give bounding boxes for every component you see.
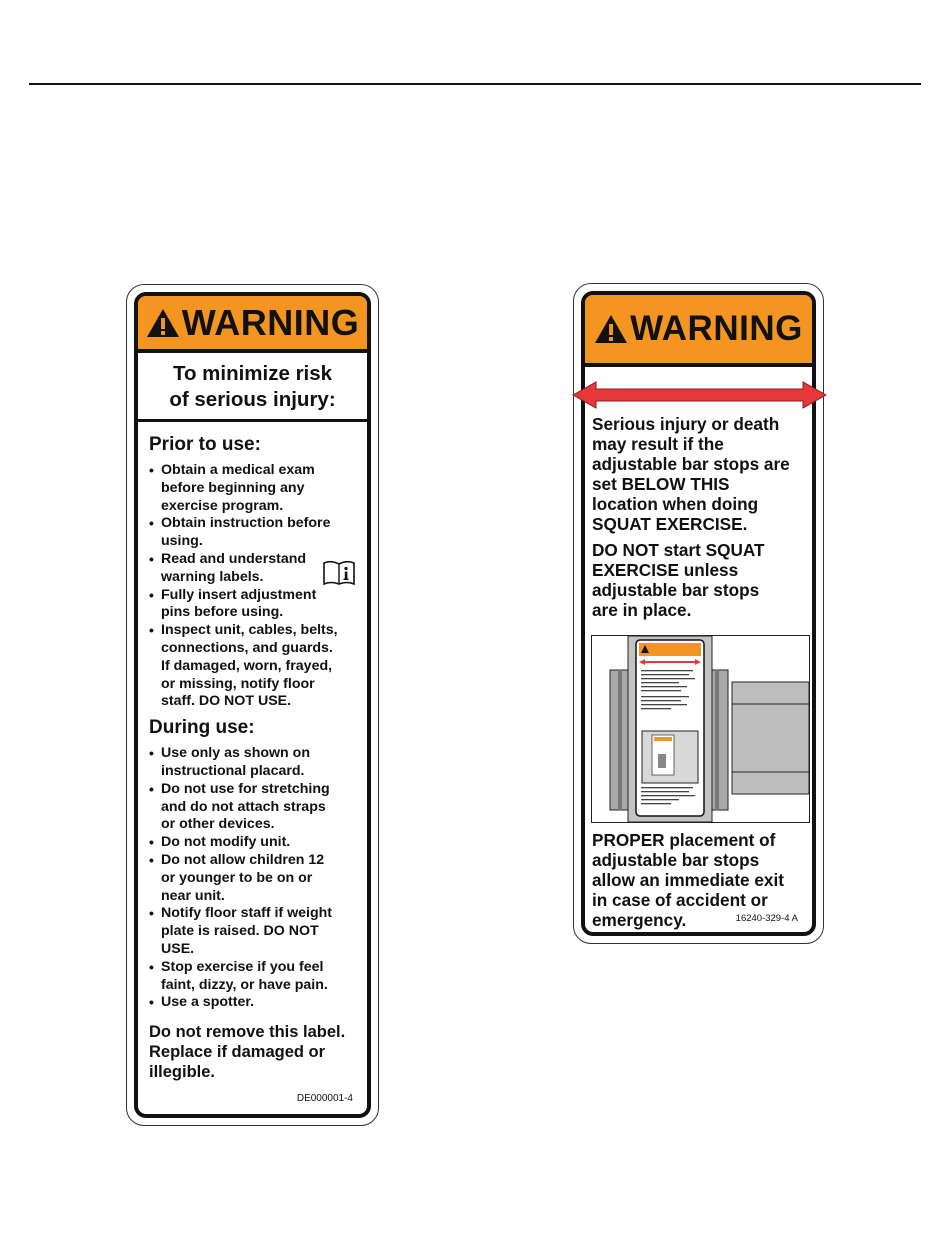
text-line: illegible. [149, 1063, 216, 1082]
text-line: adjustable bar stops [592, 580, 760, 600]
bullet-line: plate is raised. DO NOT [161, 923, 319, 940]
during-list [149, 745, 355, 1012]
bullet-line: exercise program. [161, 497, 284, 514]
warning-label-general [126, 284, 379, 1126]
warning-header-text: WARNING [630, 309, 803, 348]
warning-triangle-icon [594, 314, 628, 344]
bullet-line: and do not attach straps [161, 798, 326, 815]
bullet-item [149, 994, 355, 1012]
bullet-line: • Notify floor staff if weight [161, 905, 333, 922]
during-heading: During use: [149, 717, 255, 739]
bullet-line: or missing, notify floor [161, 675, 315, 692]
warning-header [138, 296, 367, 353]
bullet-item [149, 852, 355, 905]
text-line: Do not remove this label. [149, 1023, 346, 1042]
bullet-item [149, 781, 355, 834]
text-line: in case of accident or [592, 890, 768, 910]
bullet-line: connections, and guards. [161, 639, 333, 656]
bullet-line: or other devices. [161, 816, 275, 833]
bullet-line: warning labels. [161, 568, 264, 585]
text-line: allow an immediate exit [592, 870, 784, 890]
bullet-item [149, 587, 355, 623]
bullet-item [149, 622, 355, 711]
bullet-line: • Fully insert adjustment [161, 586, 317, 603]
label-subtitle [138, 353, 367, 422]
bullet-line: USE. [161, 940, 195, 957]
bullet-line: • Obtain instruction before [161, 515, 331, 532]
bullet-line: • Use a spotter. [161, 994, 255, 1011]
text-line: emergency. [592, 910, 687, 930]
text-line: SQUAT EXERCISE. [592, 514, 748, 534]
text-line: are in place. [592, 600, 692, 620]
text-line: EXERCISE unless [592, 560, 739, 580]
bullet-line: • Inspect unit, cables, belts, [161, 622, 338, 639]
bullet-item [149, 745, 355, 781]
label-code: 16240-329-4 A [735, 913, 798, 924]
warning-header-text: WARNING [181, 301, 360, 343]
text-line: adjustable bar stops [592, 850, 760, 870]
warning-triangle-icon [146, 308, 180, 338]
bullet-line: • Read and understand [161, 550, 307, 567]
text-line: Serious injury or death [592, 414, 780, 434]
text-line: PROPER placement of [592, 830, 776, 850]
read-manual-icon [322, 560, 356, 586]
bullet-item [149, 905, 355, 958]
warning-header [585, 295, 812, 367]
bullet-line: using. [161, 533, 203, 550]
subtitle-line: To minimize risk [172, 362, 333, 385]
bullet-line: • Do not use for stretching [161, 780, 330, 797]
bar-stop-photo [591, 635, 810, 823]
label-code: DE000001-4 [296, 1093, 353, 1104]
bullet-line: • Stop exercise if you feel [161, 958, 324, 975]
text-line: Replace if damaged or [149, 1043, 326, 1062]
bullet-line: instructional placard. [161, 762, 305, 779]
label-inner-border [134, 292, 371, 1118]
bullet-line: before beginning any [161, 479, 305, 496]
text-line: DO NOT start SQUAT [592, 540, 765, 560]
bullet-line: near unit. [161, 887, 225, 904]
text-line: location when doing [592, 494, 759, 514]
closing-text [149, 1022, 355, 1082]
bullet-line: • Do not modify unit. [161, 834, 291, 851]
bullet-line: or younger to be on or [161, 869, 313, 886]
bullet-line: pins before using. [161, 604, 284, 621]
bullet-line: faint, dizzy, or have pain. [161, 976, 328, 993]
bullet-item [149, 462, 355, 515]
subtitle-line: of serious injury: [169, 388, 336, 411]
text-line: adjustable bar stops are [592, 454, 790, 474]
bullet-line: staff. DO NOT USE. [161, 693, 292, 710]
bullet-line: If damaged, worn, frayed, [161, 657, 333, 674]
para-instruction [592, 540, 806, 620]
top-rule [29, 83, 921, 85]
para-danger [592, 414, 806, 534]
bullet-line: • Do not allow children 12 [161, 851, 325, 868]
bullet-item [149, 834, 355, 852]
bullet-item [149, 959, 355, 995]
prior-list [149, 462, 355, 711]
text-line: set BELOW THIS [592, 474, 730, 494]
text-line: may result if the [592, 434, 724, 454]
bullet-item [149, 515, 355, 551]
warning-label-squat [573, 283, 824, 944]
bullet-line: • Obtain a medical exam [161, 462, 315, 478]
label-body [138, 422, 367, 1082]
squat-warning-text [592, 414, 806, 620]
bullet-line: • Use only as shown on [161, 745, 310, 762]
bar-stop-level-arrow-icon [572, 380, 827, 410]
prior-heading: Prior to use: [149, 434, 261, 455]
